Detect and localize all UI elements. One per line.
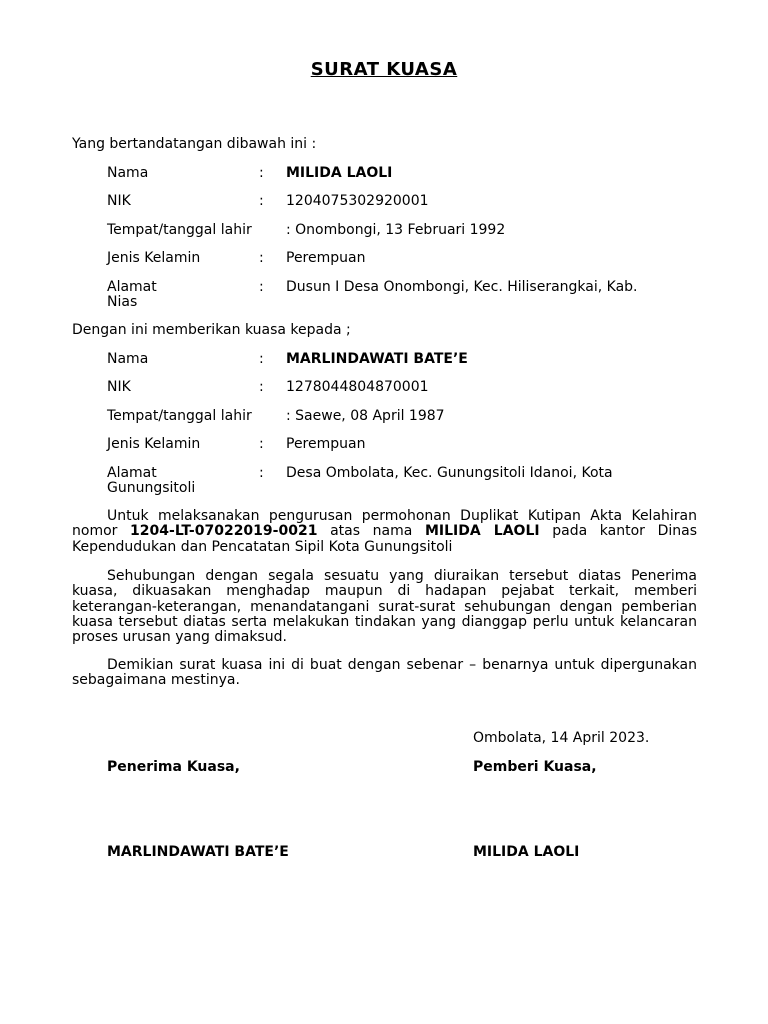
grantor-birth-label: Tempat/tanggal lahir: [107, 222, 252, 238]
colon: :: [259, 250, 264, 266]
transfer-line: Dengan ini memberikan kuasa kepada ;: [72, 322, 351, 338]
colon: :: [259, 351, 264, 367]
intro-line: Yang bertandatangan dibawah ini :: [72, 136, 317, 152]
grantor-name-label: Nama: [107, 165, 149, 181]
grantor-birth-value: : Onombongi, 13 Februari 1992: [286, 222, 506, 238]
purpose-paragraph: [72, 509, 697, 555]
grantee-name-label: Nama: [107, 351, 149, 367]
birth-certificate-number: 1204-LT-07022019-0021: [130, 523, 318, 540]
grantor-name-row: [0, 165, 768, 185]
purpose-text-a: Untuk melaksanakan pengurusan permohonan Duplikat Kutipan Akta Kelahiran nomor: [72, 508, 697, 540]
grantor-nik-value: 1204075302920001: [286, 193, 429, 209]
grantee-nik-value: 1278044804870001: [286, 379, 429, 395]
receiver-heading: Penerima Kuasa,: [107, 759, 240, 775]
grantor-birth-row: [0, 222, 768, 242]
grantee-nik-row: [0, 379, 768, 399]
purpose-subject-name: MILIDA LAOLI: [424, 523, 540, 540]
grantee-address-row: [0, 465, 768, 499]
closing-text: Demikian surat kuasa ini di buat dengan sebenar – benarnya untuk dipergunakan sebagaimana mestinya.: [72, 657, 697, 689]
purpose-text-b: atas nama: [317, 523, 425, 540]
grantor-address-label: Alamat: [107, 279, 157, 295]
grantor-address-value: Dusun I Desa Onombongi, Kec. Hiliserangkai, Kab.: [286, 279, 638, 295]
receiver-signature-name: MARLINDAWATI BATE’E: [107, 844, 289, 860]
grantor-gender-row: [0, 250, 768, 270]
grantee-gender-value: Perempuan: [286, 436, 366, 452]
grantor-gender-value: Perempuan: [286, 250, 366, 266]
document-title: SURAT KUASA: [310, 59, 458, 80]
purpose-text-c: pada kantor Dinas Kependudukan dan Pencatatan Sipil Kota Gunungsitoli: [72, 523, 697, 555]
colon: :: [259, 165, 264, 181]
grantee-gender-label: Jenis Kelamin: [107, 436, 201, 452]
place-date: Ombolata, 14 April 2023.: [473, 730, 650, 746]
colon: :: [259, 193, 264, 209]
grantor-nik-label: NIK: [107, 193, 131, 209]
grantee-birth-value: : Saewe, 08 April 1987: [286, 408, 445, 424]
giver-heading: Pemberi Kuasa,: [473, 759, 597, 775]
grantee-address-value: Desa Ombolata, Kec. Gunungsitoli Idanoi, Kota: [286, 465, 613, 481]
grantee-gender-row: [0, 436, 768, 456]
authority-text: Sehubungan dengan segala sesuatu yang diuraikan tersebut diatas Penerima kuasa, dikuasakan menghadap maupun di hadapan pejabat terkait, memberi keterangan-keterangan, menandatangani surat-surat sehubungan dengan pemberian kuasa tersebut diatas serta melakukan tindakan yang dianggap perlu untuk kelancaran proses urusan yang dimaksud.: [72, 568, 697, 646]
colon: :: [259, 465, 264, 481]
closing-paragraph: [72, 658, 697, 689]
grantee-address-continuation: Gunungsitoli: [107, 480, 196, 496]
colon: :: [259, 279, 264, 295]
grantor-address-continuation: Nias: [107, 294, 138, 310]
grantor-name-value: MILIDA LAOLI: [286, 165, 393, 181]
grantee-birth-label: Tempat/tanggal lahir: [107, 408, 252, 424]
grantor-gender-label: Jenis Kelamin: [107, 250, 201, 266]
grantee-name-row: [0, 351, 768, 371]
colon: :: [259, 436, 264, 452]
colon: :: [259, 379, 264, 395]
giver-signature-name: MILIDA LAOLI: [473, 844, 580, 860]
grantor-nik-row: [0, 193, 768, 213]
grantee-birth-row: [0, 408, 768, 428]
grantee-name-value: MARLINDAWATI BATE’E: [286, 351, 468, 367]
grantee-address-label: Alamat: [107, 465, 157, 481]
grantee-nik-label: NIK: [107, 379, 131, 395]
authority-paragraph: [72, 569, 697, 645]
grantor-address-row: [0, 279, 768, 313]
